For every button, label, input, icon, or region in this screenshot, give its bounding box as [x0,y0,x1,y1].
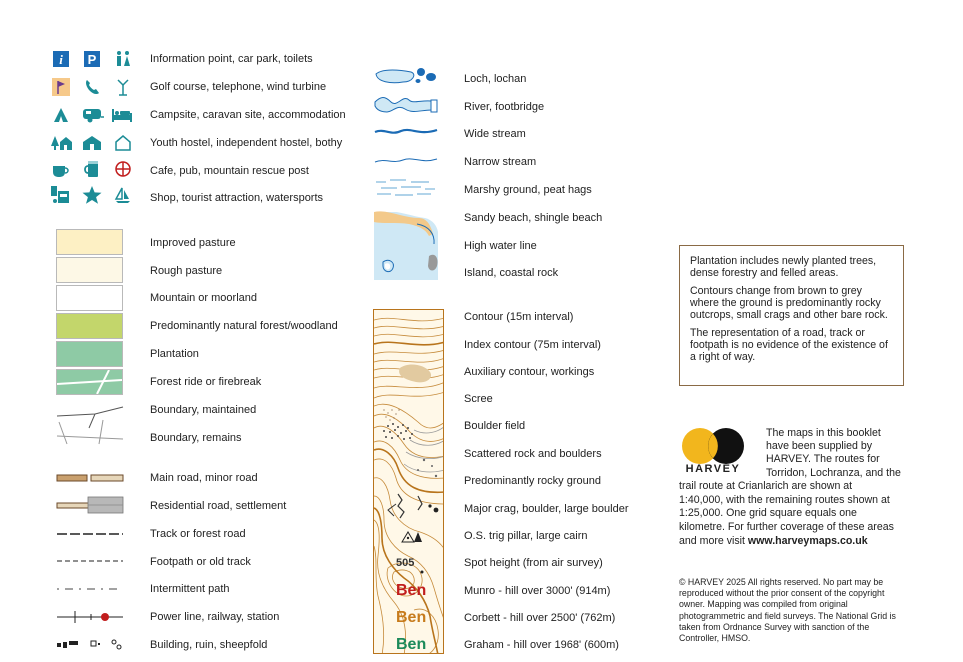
legend-label-power-railway-station: Power line, railway, station [150,611,280,623]
bothy-icon [114,134,132,152]
legend-label-auxiliary-contour: Auxiliary contour, workings [464,366,595,378]
relief-map-strip [373,309,444,654]
svg-text:P: P [87,52,97,67]
legend-label-marshy-ground: Marshy ground, peat hags [464,184,592,196]
spot-height-value: 505 [396,557,415,569]
legend-label-campsite-caravan-accommodation: Campsite, caravan site, accommodation [150,109,346,121]
info-box [679,245,904,386]
campsite-icon [52,106,70,124]
legend-label-residential-road: Residential road, settlement [150,500,287,512]
legend-label-track: Track or forest road [150,528,246,540]
legend-label-island: Island, coastal rock [464,267,559,279]
swatch-natural-forest [56,313,123,339]
accommodation-icon [111,106,133,124]
legend-label-hostels-bothy: Youth hostel, independent hostel, bothy [150,137,343,149]
legend-label-plantation: Plantation [150,348,199,360]
legend-label-munro: Munro - hill over 3000' (914m) [464,585,611,597]
legend-label-beach: Sandy beach, shingle beach [464,212,603,224]
legend-label-natural-forest: Predominantly natural forest/woodland [150,320,338,332]
legend-label-forest-ride: Forest ride or firebreak [150,376,262,388]
legend-label-footpath: Footpath or old track [150,556,251,568]
mountain-rescue-icon [114,160,132,178]
legend-label-trig-pillar: O.S. trig pillar, large cairn [464,530,588,542]
youth-hostel-icon [50,134,72,152]
legend-label-spot-height: Spot height (from air survey) [464,557,603,569]
legend-label-contour: Contour (15m interval) [464,311,574,323]
legend-label-narrow-stream: Narrow stream [464,156,537,168]
boundary-symbols [55,404,125,446]
ben-corbett-label: Ben [396,609,427,626]
harvey-text-line-5: trail route at Crianlarich are shown at [679,480,853,492]
golf-course-icon [52,78,70,96]
firebreak-lines [57,370,122,394]
legend-label-river: River, footbridge [464,101,545,113]
svg-text:i: i [59,52,63,67]
toilets-icon [114,50,132,68]
ben-munro-label: Ben [396,582,427,599]
harvey-url-link[interactable]: www.harveymaps.co.uk [747,535,868,547]
legend-label-boundary-maintained: Boundary, maintained [150,404,257,416]
legend-label-rocky-ground: Predominantly rocky ground [464,475,601,487]
ben-graham-label: Ben [396,636,427,653]
harvey-text-line-3: HARVEY. The routes for [766,453,880,465]
watersports-icon [114,186,132,204]
legend-label-info-carpark-toilets: Information point, car park, toilets [150,53,313,65]
legend-label-crag-boulder: Major crag, boulder, large boulder [464,503,629,515]
shop-icon [50,185,70,205]
harvey-text-line-7: 1:25,000. One grid square equals one [679,507,857,519]
legend-label-mountain-moorland: Mountain or moorland [150,292,258,304]
pub-icon [83,160,101,178]
legend-label-corbett: Corbett - hill over 2500' (762m) [464,612,616,624]
harvey-text-line-6: 1:40,000, with the remaining routes shown at [679,494,890,506]
legend-label-main-minor-road: Main road, minor road [150,472,258,484]
harvey-text-line-1: The maps in this booklet [766,427,881,439]
swatch-rough-pasture [56,257,123,283]
info-plantation: Plantation includes newly planted trees, dense forestry and felled areas. [690,255,877,279]
legend-label-shop-attraction-watersports: Shop, tourist attraction, watersports [150,192,324,204]
tourist-attraction-icon [82,185,102,205]
water-symbols [373,66,441,282]
harvey-text-line-2: have been supplied by [766,440,873,452]
legend-label-cafe-pub-rescue: Cafe, pub, mountain rescue post [150,165,309,177]
contour-drawing [374,310,444,654]
legend-label-rough-pasture: Rough pasture [150,265,223,277]
swatch-forest-ride [56,369,123,395]
info-right-of-way: The representation of a road, track or footpath is no evidence of the existence of a right of way. [690,327,888,363]
swatch-plantation [56,341,123,367]
legend-label-scattered-rock: Scattered rock and boulders [464,448,602,460]
cafe-icon [51,162,71,180]
swatch-mountain-moorland [56,285,123,311]
harvey-text-line-8: kilometre. For further coverage of these areas [679,521,894,533]
information-icon [52,50,70,68]
legend-label-boulder-field: Boulder field [464,420,526,432]
legend-label-loch: Loch, lochan [464,73,527,85]
legend-label-wide-stream: Wide stream [464,128,526,140]
wind-turbine-icon [114,78,132,96]
legend-label-boundary-remains: Boundary, remains [150,432,242,444]
independent-hostel-icon [82,134,102,152]
harvey-more-prefix: and more visit [679,535,748,547]
legend-label-improved-pasture: Improved pasture [150,237,236,249]
legend-label-index-contour: Index contour (75m interval) [464,339,601,351]
car-park-icon [83,50,101,68]
legend-label-scree: Scree [464,393,493,405]
telephone-icon [83,78,101,96]
harvey-text-line-9 [679,535,868,548]
harvey-logo-text: HARVEY [685,463,741,475]
harvey-text-line-4: Torridon, Lochranza, and the [766,467,901,479]
info-contours: Contours change from brown to grey where the ground is predominantly rocky outcrops, small crags and other bare rock. [690,285,888,321]
legend-label-graham: Graham - hill over 1968' (600m) [464,639,619,651]
legend-label-building-ruin-sheepfold: Building, ruin, sheepfold [150,639,268,651]
legend-label-golf-telephone-turbine: Golf course, telephone, wind turbine [150,81,327,93]
copyright-notice: © HARVEY 2025 All rights reserved. No part may be reproduced without the prior consent of the copyright owner. Mapping was compiled from original photogrammetric and field surveys. The National Grid is taken from Ordnance Survey with sanction of the Controller, HMSO. [679,577,896,644]
legend-label-high-water-line: High water line [464,240,537,252]
swatch-improved-pasture [56,229,123,255]
road-symbols [55,470,127,652]
caravan-icon [82,106,104,124]
legend-label-intermittent-path: Intermittent path [150,583,230,595]
